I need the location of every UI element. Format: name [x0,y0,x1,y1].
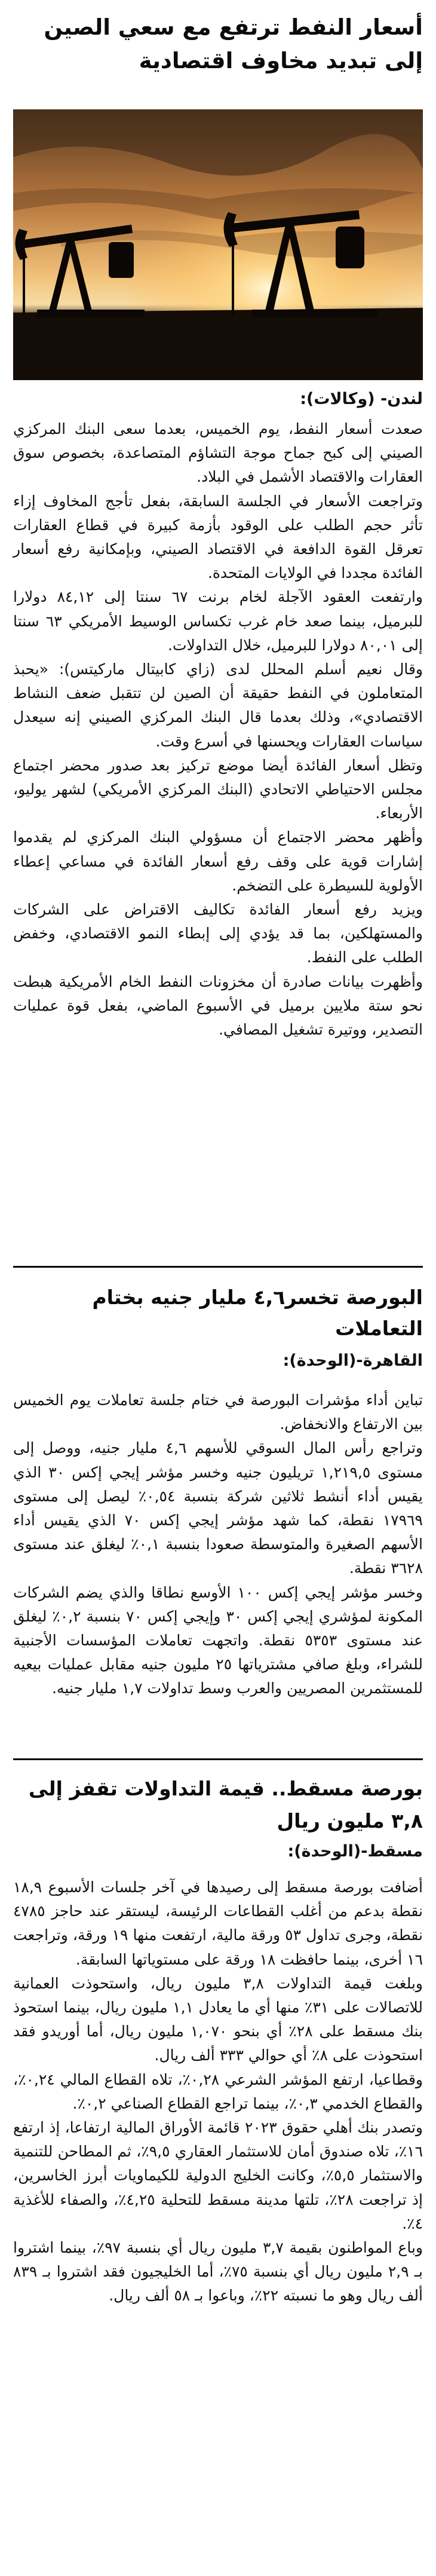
article-body [13,1388,423,1701]
article-paragraph: وبلغت قيمة التداولات ٣,٨ مليون ريال، واستحوذت العمانية للاتصالات على ٣١٪ منها أي ما يعادل ١,١ مليون ريال، بينما استحوذ بنك مسقط على ٢٨٪ أي بنحو ١,٠٧٠ مليون ريال، أما أوريدو فقد استحوذت على ٨٪ أي حوالي ٣٣٣ ألف ريال. [13,1974,423,2064]
article-paragraph: وأظهر محضر الاجتماع أن مسؤولي البنك المركزي لم يقدموا إشارات قوية على وقف رفع أسعار الفائدة في مساعي إعطاء الأولوية للسيطرة على التضخم. [13,828,423,894]
article-muscat-bourse [0,1773,436,2308]
article-paragraph: وارتفعت العقود الآجلة لخام برنت ٦٧ سنتا إلى ٨٤,١٢ دولارا للبرميل، بينما صعد خام غرب تكساس الوسيط الأمريكي ٦٣ سنتا إلى ٨٠,٠١ دولارا للبرميل، خلال التداولات. [13,588,423,654]
article-paragraph: وتظل أسعار الفائدة أيضا موضع تركيز بعد صدور محضر اجتماع مجلس الاحتياطي الاتحادي (البنك المركزي الأمريكي) لشهر يوليو، الأربعاء. [13,756,423,822]
article-oil-prices [0,2,436,78]
article-paragraph: أضافت بورصة مسقط إلى رصيدها في آخر جلسات الأسبوع ١٨,٩ نقطة بدعم من أغلب القطاعات الرئيسة، ليستقر عند حاجز ٤٧٨٥ نقطة، وجرى تداول ٥٣ ورقة مالية، ارتفعت منها ١٩ ورقة، وتراجعت ١٦ أخرى، بينما حافظت ١٨ ورقة على مستوياتها السابقة. [13,1879,423,1968]
article-paragraph: وتراجعت الأسعار في الجلسة السابقة، بفعل تأجج المخاوف إزاء تأثر حجم الطلب على الوقود بأزمة كبيرة في قطاع العقارات تعرقل القوة الدافعة في الاقتصاد الصيني، وبإمكانية رفع أسعار الفائدة مجددا في الولايات المتحدة. [13,492,423,582]
article-paragraph: وقال نعيم أسلم المحلل لدى (زاي كابيتال ماركيتس): «يحبذ المتعاملون في النفط حقيقة أن الصين لن تتقبل ضعف النشاط الاقتصادي»، وذلك بعدما قال البنك المركزي الصيني إنه سيعدل سياسات العقارات ويحسنها في أسرع وقت. [13,660,423,750]
article-headline: بورصة مسقط.. قيمة التداولات تقفز إلى ٣,٨ مليون ريال [28,1777,423,1832]
article-headline: البورصة تخسر٤,٦ مليار جنيه بختام التعاملات [92,1286,423,1340]
article-dateline: مسقط-(الوحدة): [287,1842,423,1861]
article-paragraph: تباين أداء مؤشرات البورصة في ختام جلسة تعاملات يوم الخميس بين الارتفاع والانخفاض. [13,1391,423,1433]
article-paragraph: وباع المواطنون بقيمة ٣,٧ مليون ريال أي بنسبة ٩٧٪، بينما اشتروا بـ ٢,٩ مليون ريال أي بنسبة ٧٥٪، أما الخليجيون فقد اشتروا بـ ٨٣٩ ألف ريال وهو ما نسبته ٢٢٪، وباعوا بـ ٥٨ ألف ريال. [13,2239,423,2305]
section-divider [13,1758,423,1760]
article-body [13,417,423,1042]
article-dateline: القاهرة-(الوحدة): [283,1351,423,1370]
article-paragraph: وأظهرت بيانات صادرة أن مخزونات النفط الخام الأمريكية هبطت نحو ستة ملايين برميل في الأسبوع الماضي، بفعل قوة عمليات التصدير، ووتيرة تشغيل المصافي. [13,972,423,1039]
article-egypt-bourse [0,1282,436,1701]
article-dateline: لندن- (وكالات): [300,390,423,408]
section-divider [13,1266,423,1268]
article-paragraph: صعدت أسعار النفط، يوم الخميس، بعدما سعى البنك المركزي الصيني إلى كبح جماح موجة التشاؤم المتصاعدة، بخصوص سوق العقارات والاقتصاد الأشمل في البلاد. [13,420,423,486]
article-paragraph: وخسر مؤشر إيجي إكس ١٠٠ الأوسع نطاقا والذي يضم الشركات المكونة لمؤشري إيجي إكس ٣٠ وإيجي إكس ٧٠ بنسبة ٠,٢٪ ليغلق عند مستوى ٥٣٥٣ نقطة. واتجهت تعاملات المؤسسات الأجنبية للشراء، وبلغ صافي مشترياتها ٢٥ مليون جنيه مقابل عمليات بيعيه للمستثمرين المصريين والعرب وسط تداولات ١,٧ مليار جنيه. [13,1583,423,1697]
article-oil-prices-body [0,387,436,1042]
article-headline: أسعار النفط ترتفع مع سعي الصين إلى تبديد مخاوف اقتصادية [44,14,423,74]
article-paragraph: وتراجع رأس المال السوقي للأسهم ٤,٦ مليار جنيه، ووصل إلى مستوى ١,٢١٩,٥ تريليون جنيه وخسر مؤشر إيجي إكس ٣٠ الذي يقيس أداء أنشط ثلاثين شركة بنسبة ٠,٥٤٪ ليصل إلى مستوى ١٧٩٦٩ نقطة، كما شهد مؤشر إيجي إكس ٧٠ الذي يقيس أداء الأسهم الصغيرة والمتوسطة صعودا بنسبة ٠,١٪ ليغلق عند مستوى ٣٦٢٨ نقطة. [13,1439,423,1577]
article-body [13,1876,423,2308]
article-paragraph: وتصدر بنك أهلي حقوق ٢٠٢٣ قائمة الأوراق المالية ارتفاعا، إذ ارتفع ١٦٪، تلاه صندوق أمان للاستثمار العقاري ٩,٥٪، ثم المطاحن للتنمية والاستثمار ٥,٥٪، وكانت الخليج الدولية للكيماويات أبرز الخاسرين، إذ تراجعت ٢٨٪، تلتها مدينة مسقط للتحلية ٤,٢٥٪، والصفاء للأغذية ٤٪. [13,2119,423,2232]
article-paragraph: ويزيد رفع أسعار الفائدة تكاليف الاقتراض على الشركات والمستهلكين، بما قد يؤدي إلى إبطاء النمو الاقتصادي، وخفض الطلب على النفط. [13,901,423,966]
oil-pumpjacks-photo [13,109,423,380]
article-paragraph: وقطاعيا، ارتفع المؤشر الشرعي ٠,٢٨٪، تلاه القطاع المالي ٠,٢٤٪، والقطاع الخدمي ٠,٣٪، بينما تراجع القطاع الصناعي ٠,٢٪. [13,2070,423,2112]
sunset-oilfield-image [13,109,423,380]
